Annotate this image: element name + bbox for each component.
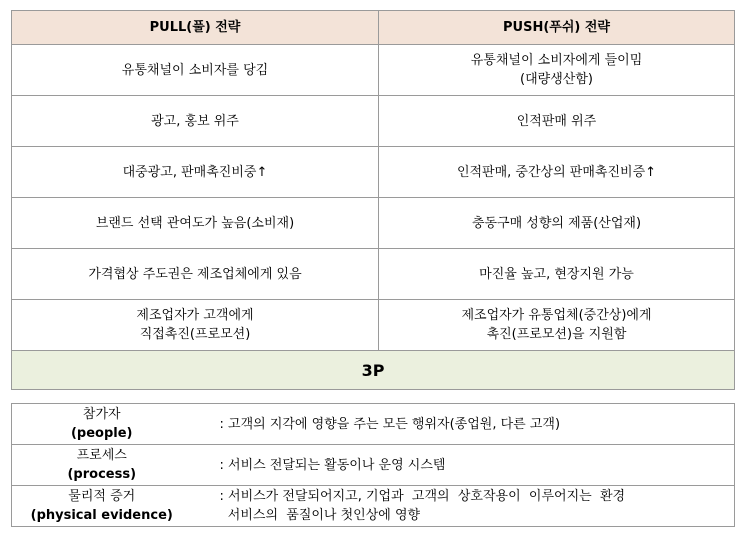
cell-line: 제조업자가 유통업체(중간상)에게 [461, 308, 652, 323]
three-p-label [12, 486, 192, 527]
cell-line: 가격협상 주도권은 제조업체에게 있음 [88, 266, 302, 282]
table-row [12, 147, 735, 198]
cell-line: 인적판매, 중간상의 판매촉진비증↑ [456, 164, 657, 180]
pull-cell [12, 45, 379, 96]
cell-line: 유통채널이 소비자를 당김 [121, 62, 269, 78]
three-p-name: 물리적 증거 [68, 489, 136, 504]
section-3p-header [12, 351, 735, 390]
pull-cell [12, 300, 379, 351]
three-p-row [12, 404, 735, 445]
pull-cell [12, 198, 379, 249]
table-row [12, 249, 735, 300]
cell-line: 인적판매 위주 [516, 113, 597, 129]
header-pull: PULL(풀) 전략 [12, 11, 379, 45]
desc-line: : 서비스가 전달되어지고, 기업과 고객의 상호작용이 이루어지는 환경 [219, 489, 626, 504]
push-cell [379, 249, 735, 300]
three-p-description [192, 486, 735, 527]
cell-line: 대중광고, 판매촉진비중↑ [122, 164, 268, 180]
cell-line: 마진율 높고, 현장지원 가능 [479, 266, 634, 282]
cell-line: 광고, 홍보 위주 [151, 113, 239, 129]
push-cell [379, 300, 735, 351]
three-p-english: (people) [70, 426, 133, 441]
three-p-row [12, 445, 735, 486]
three-p-table [11, 403, 735, 527]
three-p-name: 프로세스 [76, 448, 127, 463]
cell-line: 브랜드 선택 관여도가 높음(소비재) [95, 215, 295, 231]
three-p-description [192, 445, 735, 486]
pull-push-strategy-table [11, 10, 735, 390]
cell-line: (대량생산함) [520, 72, 593, 87]
table-row [12, 45, 735, 96]
header-push: PUSH(푸쉬) 전략 [379, 11, 735, 45]
push-cell [379, 96, 735, 147]
three-p-description [192, 404, 735, 445]
pull-cell [12, 147, 379, 198]
three-p-label [12, 445, 192, 486]
cell-line: 직접촉진(프로모션) [139, 327, 251, 342]
header-row [12, 11, 735, 45]
cell-line: 제조업자가 고객에게 [136, 308, 254, 323]
desc-line: 서비스의 품질이나 첫인상에 영향 [219, 508, 421, 523]
three-p-label [12, 404, 192, 445]
table-row [12, 198, 735, 249]
table-row [12, 300, 735, 351]
table-row [12, 96, 735, 147]
cell-line: 충동구매 성향의 제품(산업재) [471, 215, 642, 231]
three-p-english: (process) [67, 467, 137, 482]
three-p-row [12, 486, 735, 527]
push-cell [379, 45, 735, 96]
three-p-name: 참가자 [82, 407, 121, 422]
desc-line: : 고객의 지각에 영향을 주는 모든 행위자(종업원, 다른 고객) [219, 416, 561, 432]
cell-line: 유통채널이 소비자에게 들이밈 [470, 53, 643, 68]
desc-line: : 서비스 전달되는 활동이나 운영 시스템 [219, 457, 446, 473]
three-p-english: (physical evidence) [30, 508, 173, 523]
pull-cell [12, 96, 379, 147]
section-3p-title: 3P [12, 351, 735, 390]
cell-line: 촉진(프로모션)을 지원함 [486, 327, 627, 342]
push-cell [379, 198, 735, 249]
pull-cell [12, 249, 379, 300]
push-cell [379, 147, 735, 198]
